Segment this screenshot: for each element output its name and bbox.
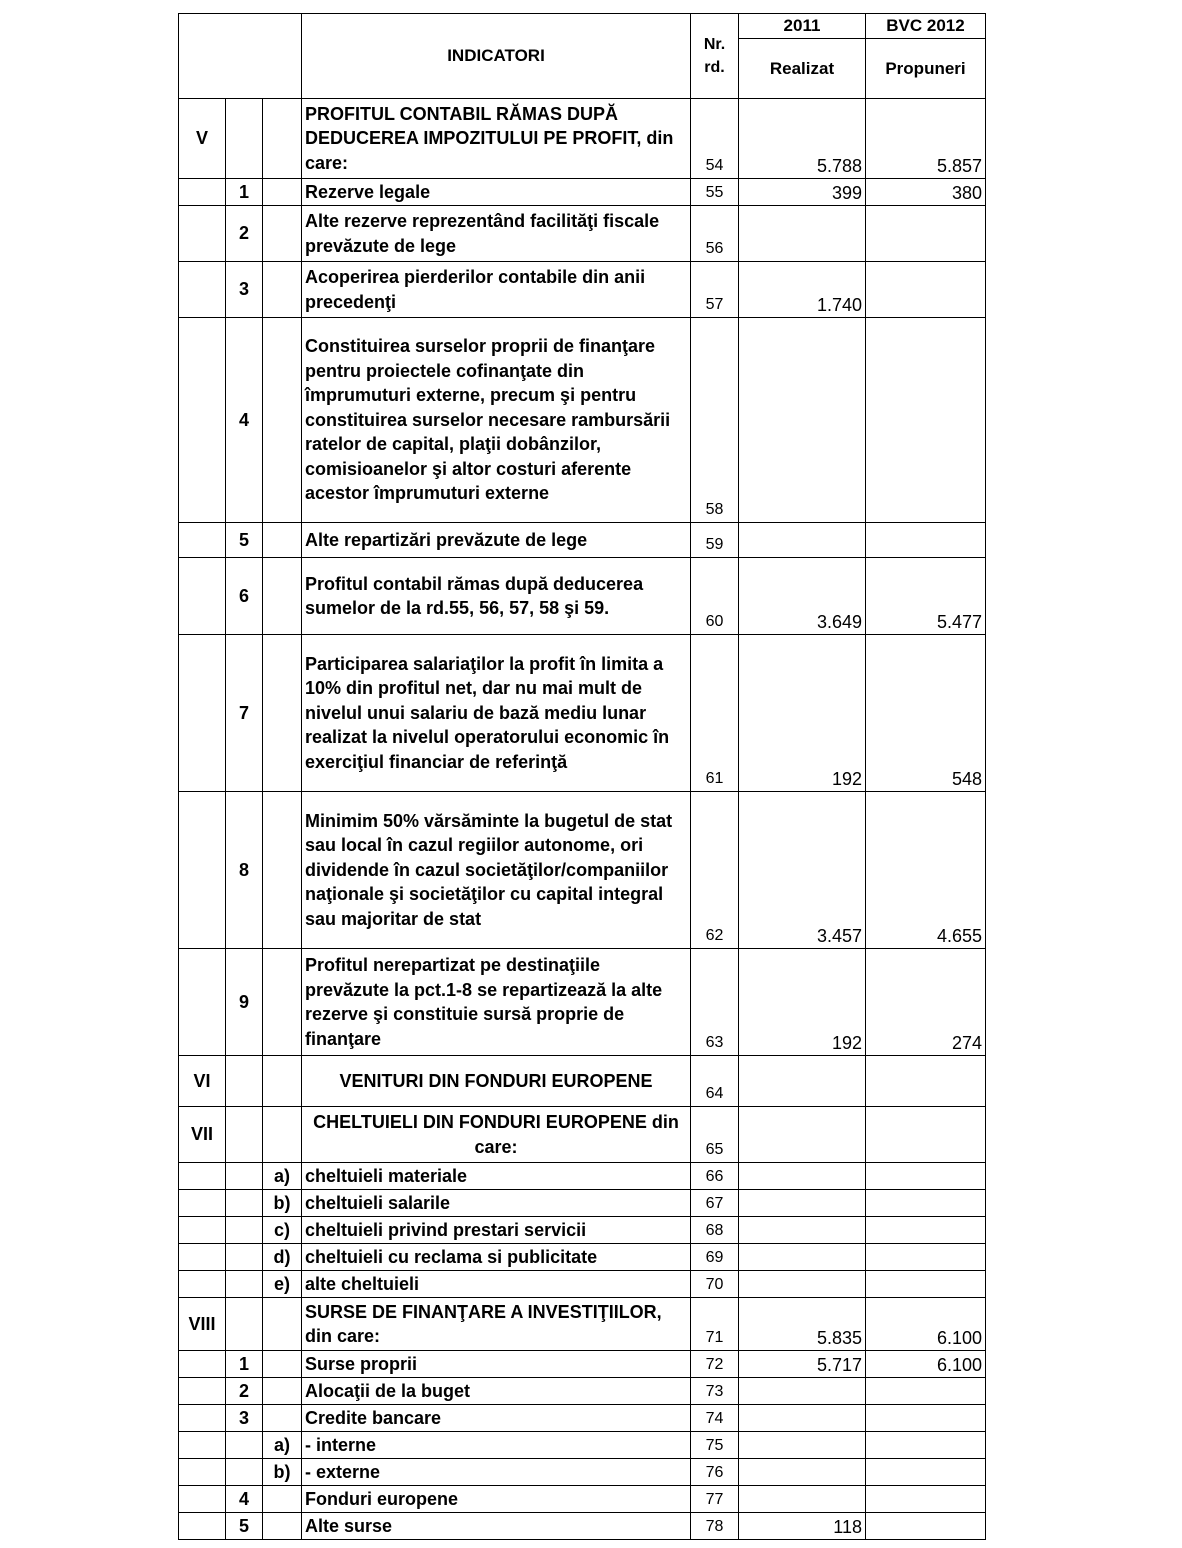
table-row <box>179 179 986 206</box>
row-indicator: alte cheltuieli <box>302 1271 691 1298</box>
row-roman-numeral <box>179 1432 226 1459</box>
row-value-2012 <box>866 1513 986 1540</box>
row-indicator: Participarea salariaţilor la profit în limita a 10% din profitul net, dar nu mai mult de nivelul unui salariu de bază mediu lunar realizat la nivelul operatorului economic în exerciţiul financiar de referinţă <box>302 635 691 792</box>
row-indicator: Credite bancare <box>302 1405 691 1432</box>
row-roman-numeral <box>179 206 226 262</box>
row-nr-rd: 65 <box>691 1107 739 1163</box>
row-value-2011 <box>739 1405 866 1432</box>
row-roman-numeral <box>179 1378 226 1405</box>
header-year-bvc-2012: BVC 2012 <box>866 14 986 39</box>
table-row <box>179 1378 986 1405</box>
row-letter <box>263 206 302 262</box>
row-nr-rd: 59 <box>691 523 739 558</box>
header-blank <box>179 14 302 99</box>
row-value-2012 <box>866 523 986 558</box>
row-roman-numeral <box>179 558 226 635</box>
row-number: 7 <box>226 635 263 792</box>
row-indicator: cheltuieli materiale <box>302 1163 691 1190</box>
row-value-2012 <box>866 1378 986 1405</box>
header-nr-rd <box>691 14 739 99</box>
row-indicator: Alte surse <box>302 1513 691 1540</box>
row-value-2012: 274 <box>866 949 986 1056</box>
row-value-2011 <box>739 1107 866 1163</box>
row-nr-rd: 60 <box>691 558 739 635</box>
row-letter: c) <box>263 1217 302 1244</box>
table-row <box>179 558 986 635</box>
row-indicator: PROFITUL CONTABIL RĂMAS DUPĂ DEDUCEREA IMPOZITULUI PE PROFIT, din care: <box>302 99 691 179</box>
row-value-2011: 5.788 <box>739 99 866 179</box>
row-value-2012 <box>866 1163 986 1190</box>
row-letter <box>263 1351 302 1378</box>
row-roman-numeral <box>179 1244 226 1271</box>
row-letter <box>263 635 302 792</box>
row-number: 5 <box>226 523 263 558</box>
table-row <box>179 523 986 558</box>
row-nr-rd: 57 <box>691 262 739 318</box>
row-number: 3 <box>226 262 263 318</box>
table-row <box>179 1459 986 1486</box>
row-number: 3 <box>226 1405 263 1432</box>
row-nr-rd: 68 <box>691 1217 739 1244</box>
row-roman-numeral <box>179 1459 226 1486</box>
row-letter <box>263 99 302 179</box>
row-indicator: Minimim 50% vărsăminte la bugetul de stat sau local în cazul regiilor autonome, ori dividende în cazul societăţilor/companiilor naţionale şi societăţilor cu capital integral sau majoritar de stat <box>302 792 691 949</box>
row-nr-rd: 55 <box>691 179 739 206</box>
row-letter: b) <box>263 1459 302 1486</box>
row-number: 6 <box>226 558 263 635</box>
row-value-2011: 3.649 <box>739 558 866 635</box>
row-value-2012: 4.655 <box>866 792 986 949</box>
row-indicator: Alte rezerve reprezentând facilităţi fiscale prevăzute de lege <box>302 206 691 262</box>
row-value-2012 <box>866 1056 986 1107</box>
row-value-2012 <box>866 1459 986 1486</box>
row-letter <box>263 1107 302 1163</box>
row-number <box>226 1190 263 1217</box>
row-roman-numeral <box>179 1163 226 1190</box>
row-letter <box>263 792 302 949</box>
row-roman-numeral <box>179 1271 226 1298</box>
row-letter: b) <box>263 1190 302 1217</box>
row-nr-rd: 61 <box>691 635 739 792</box>
table-row <box>179 1432 986 1459</box>
table-row <box>179 1351 986 1378</box>
header-year-2011: 2011 <box>739 14 866 39</box>
row-number <box>226 1056 263 1107</box>
row-value-2011 <box>739 1190 866 1217</box>
row-nr-rd: 77 <box>691 1486 739 1513</box>
row-roman-numeral <box>179 262 226 318</box>
row-indicator: - externe <box>302 1459 691 1486</box>
row-indicator: cheltuieli privind prestari servicii <box>302 1217 691 1244</box>
table-row <box>179 1190 986 1217</box>
table-row <box>179 318 986 523</box>
table-row <box>179 1107 986 1163</box>
row-roman-numeral: VI <box>179 1056 226 1107</box>
row-number <box>226 99 263 179</box>
row-indicator: Fonduri europene <box>302 1486 691 1513</box>
row-roman-numeral <box>179 318 226 523</box>
row-value-2012 <box>866 1107 986 1163</box>
header-realizat: Realizat <box>739 39 866 99</box>
row-number <box>226 1107 263 1163</box>
table-row <box>179 1056 986 1107</box>
row-letter <box>263 1378 302 1405</box>
row-indicator: Rezerve legale <box>302 179 691 206</box>
table-row <box>179 792 986 949</box>
row-value-2012: 5.857 <box>866 99 986 179</box>
row-value-2012 <box>866 262 986 318</box>
row-value-2011 <box>739 1271 866 1298</box>
row-roman-numeral <box>179 1486 226 1513</box>
row-nr-rd: 75 <box>691 1432 739 1459</box>
row-value-2012: 5.477 <box>866 558 986 635</box>
row-value-2011 <box>739 318 866 523</box>
row-indicator: cheltuieli salarile <box>302 1190 691 1217</box>
row-letter <box>263 558 302 635</box>
row-value-2011: 192 <box>739 949 866 1056</box>
table-row <box>179 1513 986 1540</box>
row-nr-rd: 63 <box>691 949 739 1056</box>
row-nr-rd: 62 <box>691 792 739 949</box>
row-nr-rd: 74 <box>691 1405 739 1432</box>
row-indicator: cheltuieli cu reclama si publicitate <box>302 1244 691 1271</box>
row-indicator: SURSE DE FINANŢARE A INVESTIŢIILOR, din care: <box>302 1298 691 1351</box>
row-number: 2 <box>226 1378 263 1405</box>
table-row <box>179 1298 986 1351</box>
row-roman-numeral: V <box>179 99 226 179</box>
row-indicator: VENITURI DIN FONDURI EUROPENE <box>302 1056 691 1107</box>
row-value-2011: 1.740 <box>739 262 866 318</box>
row-nr-rd: 72 <box>691 1351 739 1378</box>
row-roman-numeral: VIII <box>179 1298 226 1351</box>
row-value-2012: 380 <box>866 179 986 206</box>
row-roman-numeral: VII <box>179 1107 226 1163</box>
table-row <box>179 1217 986 1244</box>
row-number: 4 <box>226 318 263 523</box>
row-number <box>226 1217 263 1244</box>
row-indicator: Alte repartizări prevăzute de lege <box>302 523 691 558</box>
row-roman-numeral <box>179 1405 226 1432</box>
row-value-2011: 118 <box>739 1513 866 1540</box>
row-value-2011: 5.835 <box>739 1298 866 1351</box>
row-value-2012 <box>866 318 986 523</box>
row-number: 5 <box>226 1513 263 1540</box>
row-nr-rd: 69 <box>691 1244 739 1271</box>
row-nr-rd: 76 <box>691 1459 739 1486</box>
row-roman-numeral <box>179 792 226 949</box>
row-value-2012: 6.100 <box>866 1351 986 1378</box>
row-value-2011: 192 <box>739 635 866 792</box>
row-value-2011: 399 <box>739 179 866 206</box>
row-nr-rd: 70 <box>691 1271 739 1298</box>
row-letter: d) <box>263 1244 302 1271</box>
row-letter <box>263 1056 302 1107</box>
table-row <box>179 206 986 262</box>
row-number <box>226 1163 263 1190</box>
row-value-2011 <box>739 1217 866 1244</box>
header-indicatori: INDICATORI <box>302 14 691 99</box>
row-roman-numeral <box>179 1190 226 1217</box>
row-indicator: Surse proprii <box>302 1351 691 1378</box>
row-letter <box>263 1513 302 1540</box>
row-value-2012 <box>866 1244 986 1271</box>
row-nr-rd: 73 <box>691 1378 739 1405</box>
row-nr-rd: 78 <box>691 1513 739 1540</box>
row-value-2012 <box>866 1271 986 1298</box>
row-nr-rd: 66 <box>691 1163 739 1190</box>
row-number <box>226 1298 263 1351</box>
row-letter <box>263 1298 302 1351</box>
row-number: 1 <box>226 179 263 206</box>
row-value-2012 <box>866 1190 986 1217</box>
row-value-2011 <box>739 1378 866 1405</box>
row-value-2012 <box>866 1432 986 1459</box>
row-roman-numeral <box>179 635 226 792</box>
row-value-2012 <box>866 1486 986 1513</box>
row-letter <box>263 262 302 318</box>
row-letter <box>263 318 302 523</box>
table-row <box>179 99 986 179</box>
budget-table <box>178 13 986 1540</box>
row-number: 8 <box>226 792 263 949</box>
row-letter <box>263 179 302 206</box>
row-nr-rd: 58 <box>691 318 739 523</box>
row-letter <box>263 1405 302 1432</box>
row-value-2011 <box>739 1486 866 1513</box>
row-number: 1 <box>226 1351 263 1378</box>
table-row <box>179 635 986 792</box>
row-nr-rd: 67 <box>691 1190 739 1217</box>
row-value-2011 <box>739 1244 866 1271</box>
row-number: 4 <box>226 1486 263 1513</box>
row-roman-numeral <box>179 1217 226 1244</box>
row-nr-rd: 71 <box>691 1298 739 1351</box>
row-number <box>226 1244 263 1271</box>
row-value-2012 <box>866 1217 986 1244</box>
row-indicator: Alocaţii de la buget <box>302 1378 691 1405</box>
row-number: 9 <box>226 949 263 1056</box>
row-roman-numeral <box>179 1513 226 1540</box>
row-value-2011 <box>739 1163 866 1190</box>
row-value-2012 <box>866 1405 986 1432</box>
table-row <box>179 949 986 1056</box>
row-roman-numeral <box>179 179 226 206</box>
row-nr-rd: 64 <box>691 1056 739 1107</box>
table-row <box>179 1163 986 1190</box>
table-row <box>179 1244 986 1271</box>
row-value-2012: 6.100 <box>866 1298 986 1351</box>
row-indicator: - interne <box>302 1432 691 1459</box>
row-number: 2 <box>226 206 263 262</box>
row-letter <box>263 523 302 558</box>
row-nr-rd: 54 <box>691 99 739 179</box>
header-nr-line2: rd. <box>704 59 725 76</box>
table-row <box>179 1405 986 1432</box>
row-value-2011 <box>739 1432 866 1459</box>
row-letter <box>263 1486 302 1513</box>
row-roman-numeral <box>179 949 226 1056</box>
row-value-2011 <box>739 206 866 262</box>
row-indicator: Constituirea surselor proprii de finanţare pentru proiectele cofinanţate din împrumuturi externe, precum şi pentru constituirea surselor necesare rambursării ratelor de capital, plaţii dobânzilor, comisioanelor şi altor costuri aferente acestor împrumuturi externe <box>302 318 691 523</box>
row-roman-numeral <box>179 523 226 558</box>
row-value-2012 <box>866 206 986 262</box>
row-letter <box>263 949 302 1056</box>
row-number <box>226 1432 263 1459</box>
row-indicator: CHELTUIELI DIN FONDURI EUROPENE din care: <box>302 1107 691 1163</box>
table-row <box>179 1271 986 1298</box>
row-value-2011 <box>739 523 866 558</box>
row-value-2011 <box>739 1459 866 1486</box>
row-indicator: Acoperirea pierderilor contabile din anii precedenţi <box>302 262 691 318</box>
row-value-2012: 548 <box>866 635 986 792</box>
table-row <box>179 1486 986 1513</box>
row-value-2011 <box>739 1056 866 1107</box>
row-letter: e) <box>263 1271 302 1298</box>
row-number <box>226 1459 263 1486</box>
header-propuneri: Propuneri <box>866 39 986 99</box>
row-roman-numeral <box>179 1351 226 1378</box>
row-indicator: Profitul contabil rămas după deducerea sumelor de la rd.55, 56, 57, 58 şi 59. <box>302 558 691 635</box>
row-indicator: Profitul nerepartizat pe destinaţiile prevăzute la pct.1-8 se repartizează la alte rezerve şi constituie sursă proprie de finanţare <box>302 949 691 1056</box>
row-nr-rd: 56 <box>691 206 739 262</box>
row-number <box>226 1271 263 1298</box>
row-value-2011: 3.457 <box>739 792 866 949</box>
row-value-2011: 5.717 <box>739 1351 866 1378</box>
row-letter: a) <box>263 1432 302 1459</box>
table-row <box>179 262 986 318</box>
header-nr-line1: Nr. <box>703 36 726 53</box>
row-letter: a) <box>263 1163 302 1190</box>
